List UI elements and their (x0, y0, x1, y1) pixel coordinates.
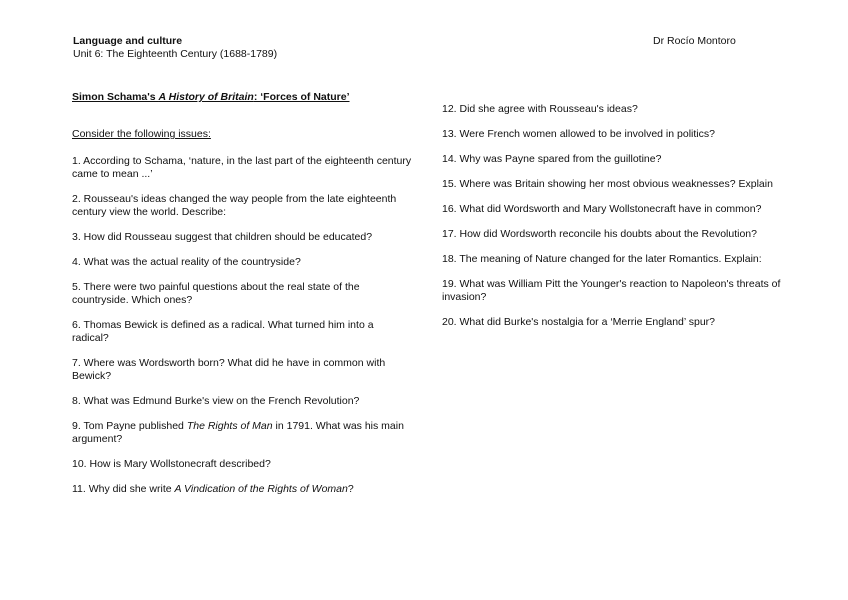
question-18: 18. The meaning of Nature changed for the later Romantics. Explain: (442, 253, 762, 265)
question-17: 17. How did Wordsworth reconcile his doubts about the Revolution? (442, 228, 757, 240)
question-11-after: ? (347, 483, 354, 495)
author-name: Dr Rocío Montoro (653, 35, 736, 47)
question-7: 7. Where was Wordsworth born? What did he have in common with Bewick? (72, 357, 386, 382)
question-8: 8. What was Edmund Burke's view on the French Revolution? (72, 395, 360, 407)
question-9-before: 9. Tom Payne published (72, 420, 187, 432)
left-column (72, 91, 412, 508)
document-title (72, 91, 412, 104)
question-9 (72, 420, 412, 446)
question-20: 20. What did Burke's nostalgia for a ‘Merrie England’ spur? (442, 316, 716, 328)
question-11 (72, 483, 412, 496)
question-19: 19. What was William Pitt the Younger's reaction to Napoleon's threats of invasion? (442, 278, 781, 303)
question-15: 15. Where was Britain showing her most obvious weaknesses? Explain (442, 178, 773, 190)
question-1: 1. According to Schama, ‘nature, in the last part of the eighteenth century came to mean ...’ (72, 155, 412, 180)
question-14: 14. Why was Payne spared from the guillotine? (442, 153, 662, 165)
instructions-prompt: Consider the following issues: (72, 128, 211, 140)
question-11-before: 11. Why did she write (72, 483, 175, 495)
question-9-after: in 1791. What was his main argument? (72, 420, 404, 445)
question-5: 5. There were two painful questions about the real state of the countryside. Which ones? (72, 281, 360, 306)
question-4: 4. What was the actual reality of the countryside? (72, 256, 301, 268)
document-header (73, 35, 277, 61)
question-6: 6. Thomas Bewick is defined as a radical. What turned him into a radical? (72, 319, 374, 344)
right-column (442, 103, 787, 341)
title-suffix: : ‘Forces of Nature’ (253, 91, 350, 103)
question-11-title: A Vindication of the Rights of Woman (174, 483, 348, 495)
question-16: 16. What did Wordsworth and Mary Wollstonecraft have in common? (442, 203, 762, 215)
title-prefix: Simon Schama's (72, 91, 159, 103)
question-3: 3. How did Rousseau suggest that children should be educated? (72, 231, 373, 243)
question-12: 12. Did she agree with Rousseau's ideas? (442, 103, 638, 115)
course-title: Language and culture (73, 35, 183, 47)
title-book: A History of Britain (158, 91, 254, 103)
question-9-title: The Rights of Man (186, 420, 273, 432)
question-10: 10. How is Mary Wollstonecraft described? (72, 458, 271, 470)
question-2: 2. Rousseau's ideas changed the way people from the late eighteenth century view the world. Describe: (72, 193, 397, 218)
question-13: 13. Were French women allowed to be involved in politics? (442, 128, 715, 140)
unit-title: Unit 6: The Eighteenth Century (1688-1789) (73, 48, 278, 60)
